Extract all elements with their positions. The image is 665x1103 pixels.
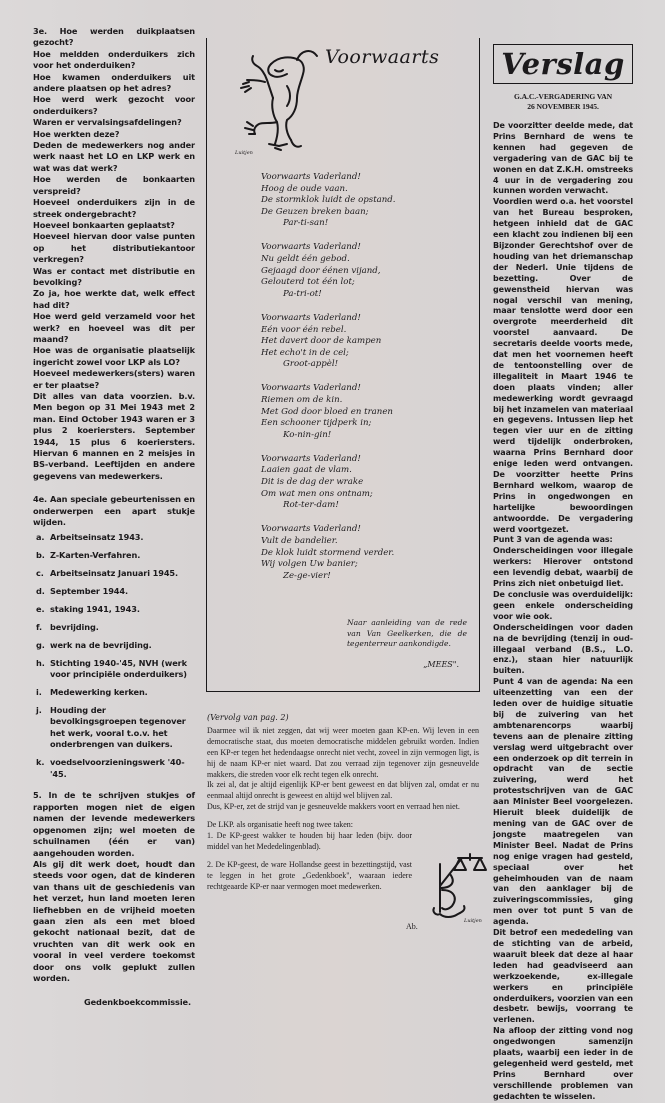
- list-item: [36, 687, 195, 698]
- continuation-note: (Vervolg van pag. 2): [207, 713, 289, 722]
- question: 3e. Hoe werden duikplaatsen gezocht?: [33, 26, 195, 48]
- poem-line: Het davert door de kampen: [261, 336, 382, 347]
- report-subheading: [493, 92, 633, 112]
- list-item-label: j.: [36, 705, 42, 716]
- left-column: [33, 26, 195, 1009]
- poem-stanza: [261, 172, 471, 230]
- poem-line: Een schooner tijdperk in;: [261, 418, 372, 429]
- poem-line: Nu geldt één gebod.: [261, 254, 350, 265]
- list-item-label: e.: [36, 604, 45, 615]
- list-item-text: Arbeitseinsatz 1943.: [50, 532, 144, 543]
- closing-paragraph: Als gij dit werk doet, houdt dan steeds voor ogen, dat de kinderen van thans uit de geschiedenis van het verzet, hun land moeten leren liefhebben en de vrijheid moeten gaan zien als een met bloed gekocht nationaal bezit, dat de vruchten van dit werk ook en vooral in veel verdere toekomst door ons volk geplukt zullen worden.: [33, 858, 195, 983]
- report-paragraph: Punt 4 van de agenda: Na een uiteenzetting van een der leden over de huidige situatie bij de zuivering van het ambtenarencorps waarbij tevens aan de plenaire zitting verslag werd uitgebracht over een onderzoek op dit terrein in opdracht van de sectie zuivering, werd het protestschrijven van de GAC aan Minister Beel voorgelezen. Hieruit bleek duidelijk de mening van de GAC over de jongste maatregelen van Minister Beel. Nadat de Prins nog enige vragen had gesteld, speciaal over het geheimhouden van de naam van den aanklager bij de zuiveringscommissies, ging men over tot punt 5 van de agenda.: [493, 677, 633, 927]
- poem-line: De Geuzen breken baan;: [261, 206, 369, 217]
- list-item-label: b.: [36, 550, 45, 561]
- question: Hoeveel medewerkers(sters) waren er ter plaatse?: [33, 368, 195, 390]
- question: Was er contact met distributie en bevolking?: [33, 265, 195, 287]
- poem-line: Riemen om de kin.: [261, 395, 343, 405]
- poem-line: Het echo't in de cel;: [261, 347, 349, 358]
- poem-line: Voorwaarts Vaderland!: [261, 242, 361, 253]
- list-item: [36, 705, 195, 751]
- question: Deden de medewerkers nog ander werk naast het LO en LKP werk en wat was dat werk?: [33, 140, 195, 173]
- question: Hoeveel hiervan door valse punten op het distributiekantoor verkregen?: [33, 231, 195, 265]
- poem-stanza: [261, 383, 471, 441]
- poem-line: Eén voor één rebel.: [261, 324, 347, 335]
- lion-rampant-illustration: [231, 46, 321, 158]
- question: Dit alles van data voorzien. b.v. Men begon op 31 Mei 1943 met 2 man. Eind October 1943 waren er 3 plus 2 koeriersters. September 1944, 15 plus 6 koeriersters. Hiervan 6 mannen en 2 meisjes in BS-verband. Leeftijden en andere gegevens van medewerkers.: [33, 391, 195, 481]
- article-author: Ab.: [406, 922, 418, 931]
- lion-illustrator-signature: Luitjen: [235, 150, 253, 156]
- question: Hoe was de organisatie plaatselijk ingericht zowel voor LKP als LO?: [33, 345, 195, 367]
- report-subheading-line: G.A.C.-VERGADERING VAN: [514, 92, 612, 101]
- poem-title: Voorwaarts: [325, 46, 440, 68]
- report-paragraph: Voordien werd o.a. het voorstel van het Bureau besproken, hetgeen inhield dat de GAC een klacht zou indienen bij een Bijzonder Gerechtshof over de houding van het driemanschap der Nederl. Unie tijdens de bezetting. Over de gewenstheid hiervan was nogal verschil van mening, maar tenslotte werd door een overgrote meerderheid dit voorstel aanvaard. De secretaris deelde voorts mede, dat men het voornemen heeft de tentoonstelling over de illegaliteit in Maart 1946 te doen plaats vinden; aller medewerking wordt gevraagd bij het inzamelen van materiaal en gegevens. Intussen liep het tegen vier uur en de zitting werd tijdelijk onderbroken, waarna Prins Bernhard door enige leden werd ontvangen. De voorzitter heette Prins Bernhard welkom, waarop de Prins in ongedwongen en hartelijke bewoordingen antwoordde. De vergadering werd voortgezet.: [493, 197, 633, 534]
- kp-scales-logo: [428, 852, 490, 924]
- question: Hoe werd geld verzameld voor het werk? en hoeveel was dit per maand?: [33, 311, 195, 344]
- list-item-label: d.: [36, 586, 45, 597]
- report-paragraph: Dit betrof een mededeling van de stichting van de arbeid, waaruit bleek dat deze al haar leden had geadviseerd aan werkzoekende, ex-illegale werkers en principiële onderduikers, voorzien van een desbetr. bewijs, voorrang te verlenen.: [493, 928, 633, 1025]
- poem-line: De klok luidt stormend verder.: [261, 547, 395, 558]
- question: Hoe kwamen onderduikers uit andere plaatsen op het adres?: [33, 71, 195, 94]
- poem-stanza: [261, 454, 471, 512]
- poem-refrain: Groot-appèl!: [283, 359, 339, 370]
- task-item: 1. De KP-geest wakker te houden bij haar leden (bijv. door middel van het Mededelingenblad).: [207, 831, 412, 851]
- list-item-text: Arbeitseinsatz Januari 1945.: [50, 568, 179, 579]
- poem-line: Voorwaarts Vaderland!: [261, 383, 361, 394]
- question: Hoe meldden onderduikers zich voor het onderduiken?: [33, 48, 195, 71]
- report-subheading-line: 26 NOVEMBER 1945.: [527, 102, 599, 111]
- list-item-text: voedselvoorzieningswerk '40-'45.: [50, 757, 185, 779]
- list-item-label: h.: [36, 657, 45, 668]
- poem-stanza: [261, 524, 471, 582]
- question: Hoeveel bonkaarten geplaatst?: [33, 219, 175, 230]
- poem-line: Om wat men ons ontnam;: [261, 488, 373, 499]
- question: Hoe werd werk gezocht voor onderduikers?: [33, 94, 195, 116]
- poem-refrain: Ze-ge-vier!: [283, 570, 331, 581]
- report-paragraph: Na afloop der zitting vond nog ongedwongen samenzijn plaats, waarbij een ieder in de gelegenheid werd gesteld, met Prins Bernhard over verschillende problemen van gedachten te wisselen.: [493, 1026, 633, 1101]
- signature: Gedenkboekcommissie.: [83, 997, 191, 1008]
- list-item-text: September 1944.: [50, 586, 129, 597]
- intro-4e: 4e. Aan speciale gebeurtenissen en onderwerpen een apart stukje wijden.: [33, 494, 195, 528]
- list-item: [36, 640, 195, 651]
- list-item-label: a.: [36, 532, 45, 543]
- list-item: [36, 550, 195, 561]
- list-4e: [33, 532, 195, 780]
- list-item-label: i.: [36, 687, 42, 698]
- question: Hoe werkten deze?: [33, 128, 120, 139]
- task-item: 2. De KP-geest, de ware Hollandse geest in bezettingstijd, vast te leggen in het grote „Gedenkboek", waaraan iedere rechtgeaarde KP-er naar vermogen moet medewerken.: [207, 859, 412, 891]
- list-item: [36, 586, 195, 597]
- poem-refrain: Ko-nin-gin!: [283, 429, 332, 440]
- report-paragraph: Onderscheidingen voor daden na de bevrijding (tenzij in oud-illegaal verband (B.S., L.O. enz.), staan hier natuurlijk buiten.: [493, 622, 633, 676]
- list-item-label: k.: [36, 757, 45, 768]
- list-item-text: Medewerking kerken.: [50, 687, 148, 698]
- poem-author: „MEES".: [423, 660, 459, 669]
- list-item-text: bevrijding.: [50, 622, 99, 632]
- report-paragraph: Punt 3 van de agenda was:: [493, 535, 613, 545]
- poem-line: De stormklok luidt de opstand.: [261, 195, 396, 206]
- question: Waren er vervalsingsafdelingen?: [33, 117, 182, 128]
- poem-box: [206, 38, 480, 692]
- list-item: [36, 622, 195, 633]
- poem-refrain: Rot-ter-dam!: [283, 500, 339, 511]
- list-item-text: Stichting 1940-'45, NVH (werk voor principiële onderduikers): [50, 657, 187, 680]
- list-item: [36, 604, 195, 615]
- poem-line: Dit is de dag der wrake: [261, 477, 364, 488]
- logo-signature: Luitjen: [464, 918, 482, 924]
- poem-line: Met God door bloed en tranen: [261, 406, 393, 417]
- poem-stanza: [261, 313, 471, 371]
- list-item: [36, 658, 195, 681]
- poem-line: Voorwaarts Vaderland!: [261, 172, 361, 182]
- report-paragraph: Onderscheidingen voor illegale werkers: Hierover ontstond een levendig debat, waarbij de Prins zich niet onbetuigd liet.: [493, 546, 633, 589]
- question: Hoeveel onderduikers zijn in de streek ondergebracht?: [33, 197, 195, 219]
- list-item: [36, 532, 195, 543]
- list-item: [36, 757, 195, 780]
- tasks-intro: De LKP. als organisatie heeft nog twee taken:: [207, 820, 354, 830]
- list-item-label: g.: [36, 639, 45, 650]
- right-column: [493, 44, 633, 1103]
- list-item-label: f.: [36, 622, 43, 632]
- poem-stanza: [261, 242, 471, 300]
- list-item-text: werk na de bevrijding.: [50, 639, 152, 650]
- poem-refrain: Pa-tri-ot!: [283, 288, 322, 299]
- report-paragraph: De voorzitter deelde mede, dat Prins Bernhard de wens te kennen had gegeven de vergadering van de GAC bij te wonen en dat Z.K.H. omstreeks 4 uur in de vergadering zou kunnen worden verwacht.: [493, 121, 633, 196]
- poem-line: Voorwaarts Vaderland!: [261, 524, 361, 535]
- list-item-text: Z-Karten-Verfahren.: [50, 550, 141, 561]
- poem-refrain: Par-ti-san!: [283, 218, 329, 229]
- point-5: 5. In de te schrijven stukjes of rapporten mogen niet de eigen namen der levende medewerkers opgenomen zijn; wel moeten de schuilnamen (één er van) aangehouden worden.: [33, 790, 195, 858]
- list-item-label: c.: [36, 568, 44, 579]
- poem-note: Naar aanleiding van de rede van Van Geelkerken, die de tegenterreur aankondigde.: [347, 618, 467, 649]
- poem-line: Laaien gaat de vlam.: [261, 465, 352, 476]
- poem-line: Hoog de oude vaan.: [261, 183, 348, 194]
- questions-3e: [33, 26, 195, 482]
- list-item-text: staking 1941, 1943.: [50, 604, 140, 615]
- list-item-text: Houding der bevolkingsgroepen tegenover het werk, vooral t.o.v. het onderbrengen van duikers.: [50, 705, 186, 750]
- question: Zo ja, hoe werkte dat, welk effect had dit?: [33, 288, 195, 310]
- article-paragraph: Dus, KP-er, zet de strijd van je gesneuvelde makkers voort en verraad hen niet.: [207, 802, 460, 812]
- article-paragraph: Ik zei al, dat je altijd eigenlijk KP-er bent geweest en dat blijven zal, omdat er nu eenmaal altijd onrecht is geweest en altijd wel blijven zal.: [207, 780, 479, 801]
- article-paragraph: Daarmee wil ik niet zeggen, dat wij weer moeten gaan KP-en. Wij leven in een democratische staat, dus moeten democratische middelen gebruikt worden. Indien een KP-er tegen het hedendaagse onrecht niet vecht, zoveel in zijn vermogen ligt, is hij de naam KP-er niet waard. Dat zou verraad zijn tegenover zijn gesneuvelde makkers, die streden voor elk recht tegen elk onrecht.: [207, 725, 479, 779]
- list-item: [36, 568, 195, 579]
- poem-line: Wij volgen Uw banier;: [261, 559, 358, 570]
- poem-line: Voorwaarts Vaderland!: [261, 453, 361, 464]
- poem-line: Vult de bandelier.: [261, 535, 338, 546]
- poem-line: Gelouterd tot één lot;: [261, 277, 355, 288]
- poem-line: Gejaagd door éénen vijand,: [261, 265, 381, 276]
- poem-text: [261, 172, 471, 595]
- question: Hoe werden de bonkaarten verspreid?: [33, 174, 195, 196]
- report-paragraph: De conclusie was overduidelijk: geen enkele onderscheiding voor wie ook.: [493, 589, 633, 621]
- poem-line: Voorwaarts Vaderland!: [261, 312, 361, 323]
- verslag-heading: Verslag: [493, 44, 633, 84]
